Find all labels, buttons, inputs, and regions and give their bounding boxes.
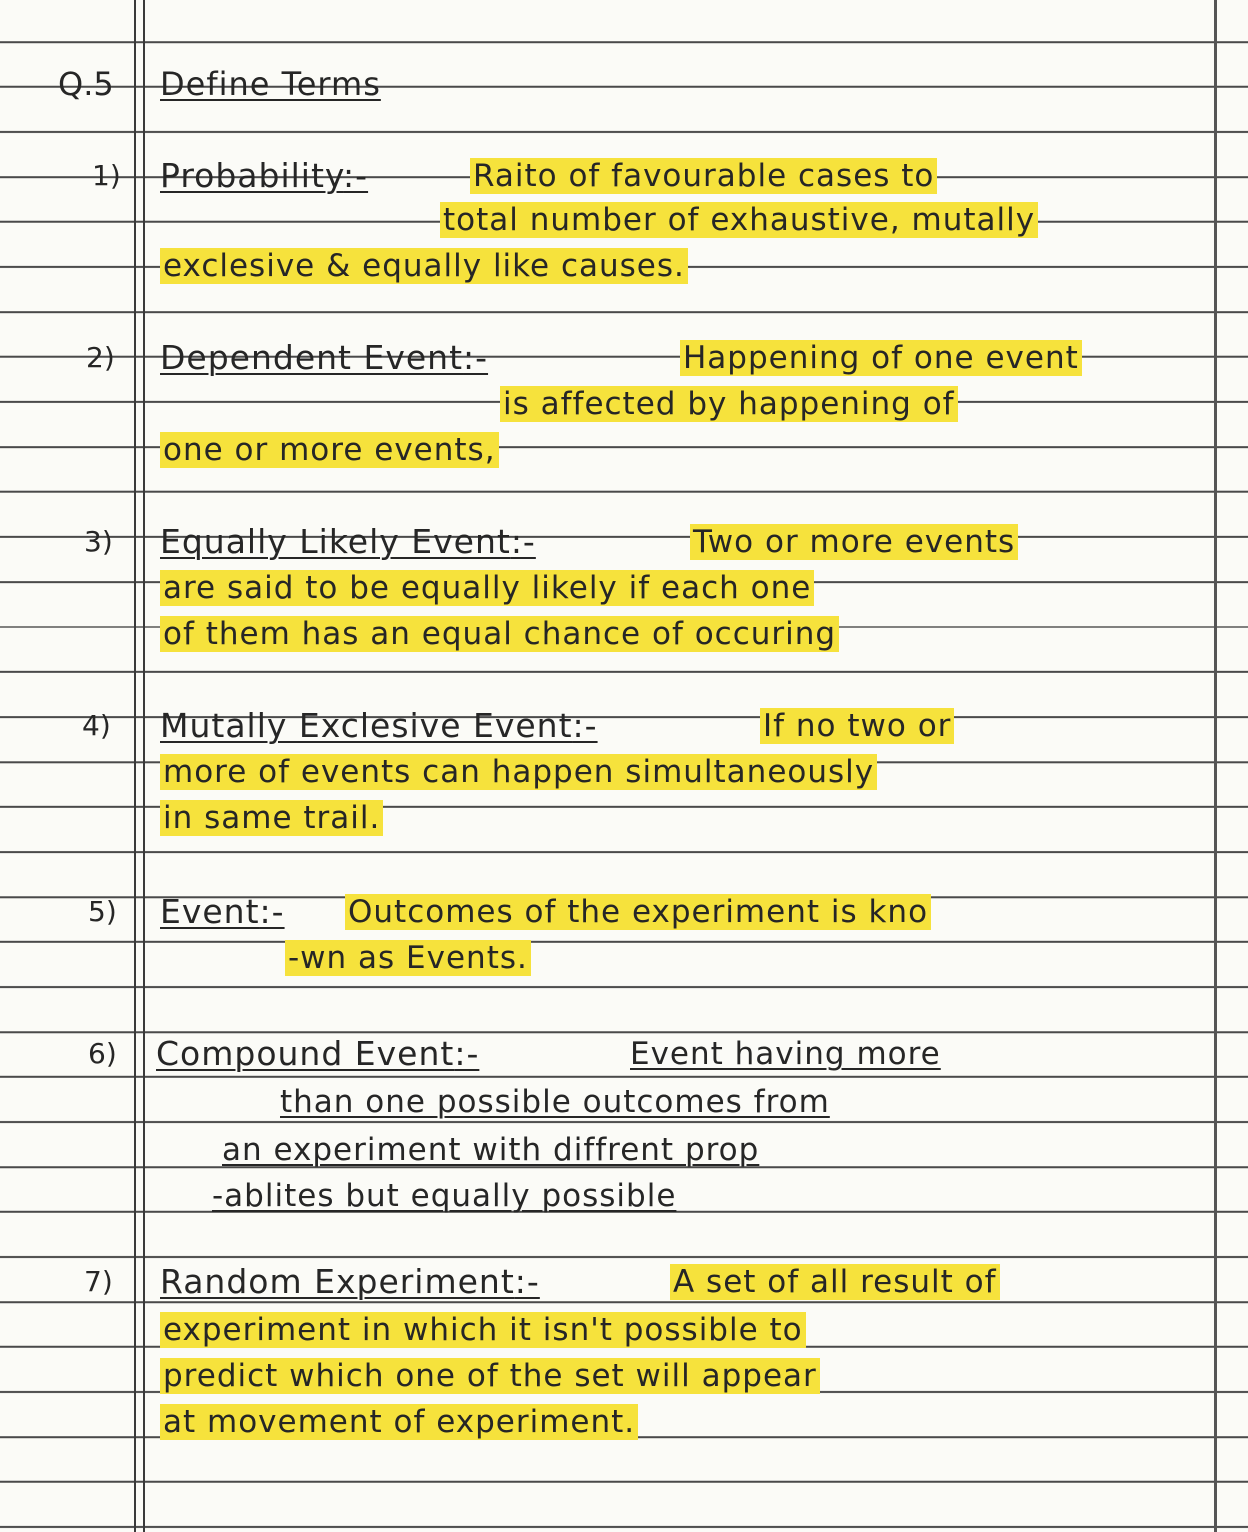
margin-line-right xyxy=(143,0,145,1532)
item-definition-line: Raito of favourable cases to xyxy=(470,156,937,196)
item-definition-line: at movement of experiment. xyxy=(160,1402,638,1442)
item-term: Mutally Exclesive Event:- xyxy=(160,706,598,745)
item-term: Dependent Event:- xyxy=(160,338,489,377)
item-term: Compound Event:- xyxy=(156,1034,480,1073)
item-definition-line: experiment in which it isn't possible to xyxy=(160,1310,806,1350)
item-number: 3) xyxy=(84,525,113,558)
item-definition-line: A set of all result of xyxy=(670,1262,1000,1302)
item-definition-line: -wn as Events. xyxy=(285,938,531,978)
item-term: Probability:- xyxy=(160,156,369,195)
item-definition-line: Outcomes of the experiment is kno xyxy=(345,892,931,932)
item-number: 7) xyxy=(84,1265,113,1298)
item-definition-line: of them has an equal chance of occuring xyxy=(160,614,839,654)
item-definition-line: are said to be equally likely if each one xyxy=(160,568,814,608)
item-definition-line: If no two or xyxy=(760,706,954,746)
item-number: 6) xyxy=(88,1037,117,1070)
item-definition-line: in same trail. xyxy=(160,798,383,838)
item-definition-line: total number of exhaustive, mutally xyxy=(440,200,1038,240)
item-definition-line: one or more events, xyxy=(160,430,499,470)
item-definition-line: exclesive & equally like causes. xyxy=(160,246,688,286)
question-number: Q.5 xyxy=(58,65,114,103)
item-number: 5) xyxy=(88,895,117,928)
item-definition-line: Event having more xyxy=(630,1036,941,1072)
item-term: Event:- xyxy=(160,892,285,931)
margin-line-left xyxy=(134,0,136,1532)
item-definition-line: is affected by happening of xyxy=(500,384,958,424)
item-definition-line: an experiment with diffrent prop xyxy=(222,1132,760,1168)
question-title: Define Terms xyxy=(160,65,381,103)
item-definition-line: more of events can happen simultaneously xyxy=(160,752,877,792)
item-number: 4) xyxy=(82,709,111,742)
item-number: 2) xyxy=(86,341,115,374)
page-right-edge xyxy=(1214,0,1217,1532)
item-term: Equally Likely Event:- xyxy=(160,522,536,561)
item-number: 1) xyxy=(92,159,121,192)
item-definition-line: Two or more events xyxy=(690,522,1018,562)
item-definition-line: Happening of one event xyxy=(680,338,1082,378)
item-definition-line: -ablites but equally possible xyxy=(212,1178,677,1214)
item-term: Random Experiment:- xyxy=(160,1262,540,1301)
item-definition-line: predict which one of the set will appear xyxy=(160,1356,820,1396)
item-definition-line: than one possible outcomes from xyxy=(280,1084,830,1120)
